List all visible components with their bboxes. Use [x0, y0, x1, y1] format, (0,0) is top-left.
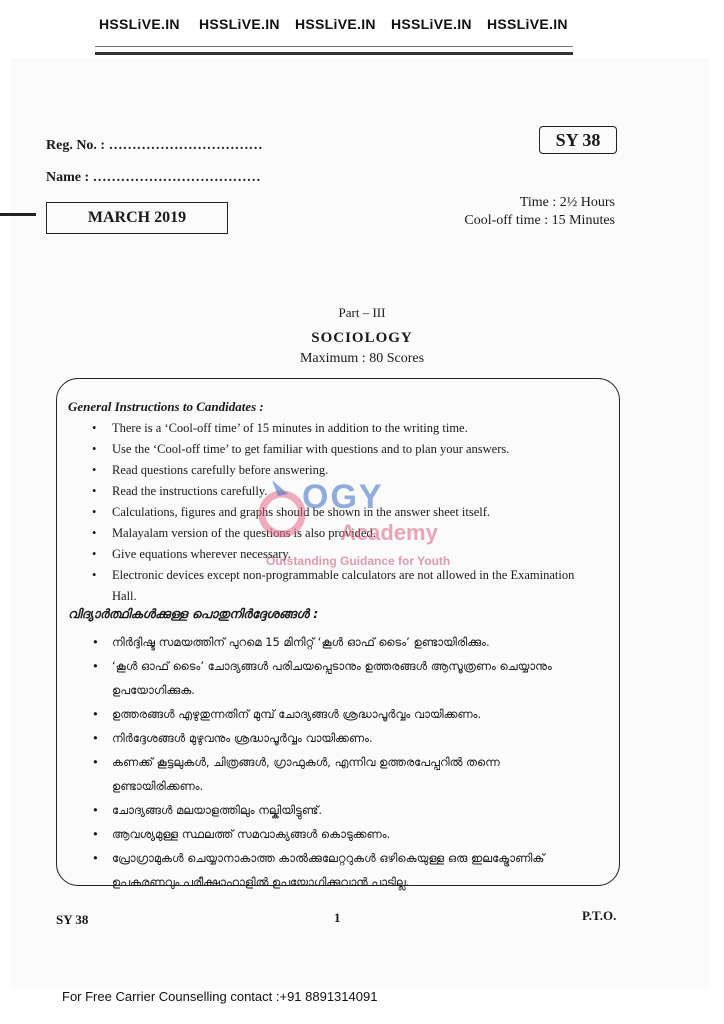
footer-paper-code: SY 38	[56, 912, 89, 927]
banner-divider	[95, 46, 573, 47]
malayalam-instructions	[90, 630, 590, 894]
malayalam-item: • ആവശ്യമുള്ള സ്ഥലത്ത് സമവാക്യങ്ങൾ കൊടുക്കണം.	[90, 822, 590, 846]
watermark-brand: OGY	[302, 478, 384, 516]
malayalam-heading: വിദ്യാർത്ഥികൾക്കുള്ള പൊതുനിർദ്ദേശങ്ങൾ :	[68, 606, 319, 621]
instruction-item: • Electronic devices except non-programmable calculators are not allowed in the Examination Hall.	[90, 565, 590, 607]
malayalam-item: • നിർദ്ദിഷ്ട സമയത്തിന് പുറമെ 15 മിനിറ്റ് ‘കൂൾ ഓഫ് ടൈം’ ഉണ്ടായിരിക്കും.	[90, 630, 590, 654]
margin-mark	[0, 213, 36, 216]
watermark-tagline: Outstanding Guidance for Youth	[266, 554, 451, 568]
reg-no-field: Reg. No. : ……………………………	[46, 138, 263, 153]
time-info	[445, 194, 615, 230]
counselling-contact: For Free Carrier Counselling contact :+91 8891314091	[62, 989, 378, 1004]
instructions-heading: General Instructions to Candidates :	[68, 399, 264, 414]
page-number: 1	[334, 910, 341, 925]
watermark-academy: Academy	[340, 520, 438, 545]
exam-session-box: MARCH 2019	[46, 202, 228, 234]
subject-title: SOCIOLOGY	[311, 330, 413, 346]
malayalam-item: • ‘കൂൾ ഓഫ് ടൈം’ ചോദ്യങ്ങൾ പരിചയപ്പെടാനും ഉത്തരങ്ങൾ ആസൂത്രണം ചെയ്യാനും ഉപയോഗിക്കുക.	[90, 654, 590, 702]
instruction-item: • Give equations wherever necessary.	[90, 544, 590, 565]
instruction-item: • Read questions carefully before answering.	[90, 460, 590, 481]
academy-logo-icon	[258, 476, 306, 540]
banner-link[interactable]: HSSLiVE.IN	[99, 16, 180, 32]
instruction-item: • Calculations, figures and graphs should be shown in the answer sheet itself.	[90, 502, 590, 523]
time-duration: Time : 2½ Hours	[519, 195, 615, 210]
malayalam-item: • കണക്ക് കൂട്ടലുകൾ, ചിത്രങ്ങൾ, ഗ്രാഫുകൾ, എന്നിവ ഉത്തരപേപ്പറിൽ തന്നെ ഉണ്ടായിരിക്കണം.	[90, 750, 590, 798]
banner-link[interactable]: HSSLiVE.IN	[295, 16, 376, 32]
malayalam-item: • നിർദ്ദേശങ്ങൾ മുഴുവനും ശ്രദ്ധാപൂർവ്വം വായിക്കണം.	[90, 726, 590, 750]
malayalam-item: • ഉത്തരങ്ങൾ എഴുതുന്നതിന് മുമ്പ് ചോദ്യങ്ങൾ ശ്രദ്ധാപൂർവ്വം വായിക്കണം.	[90, 702, 590, 726]
pto-label: P.T.O.	[582, 908, 617, 923]
instruction-item: • There is a ‘Cool-off time’ of 15 minutes in addition to the writing time.	[90, 418, 590, 439]
malayalam-item: • ചോദ്യങ്ങൾ മലയാളത്തിലും നല്കിയിട്ടുണ്ട്.	[90, 798, 590, 822]
banner-link[interactable]: HSSLiVE.IN	[391, 16, 472, 32]
max-score: Maximum : 80 Scores	[299, 351, 425, 366]
instruction-item: • Malayalam version of the questions is also provided.	[90, 523, 590, 544]
part-label: Part – III	[338, 305, 386, 320]
instruction-item: • Use the ‘Cool-off time’ to get familiar with questions and to plan your answers.	[90, 439, 590, 460]
name-field: Name : ………………………………	[46, 170, 261, 185]
malayalam-item: • പ്രോഗ്രാമുകൾ ചെയ്യാനാകാത്ത കാൽക്കുലേറ്ററുകൾ ഒഴികെയുള്ള ഒരു ഇലക്ട്രോണിക് ഉപകരണവും പരീക്ഷാഹാളിൽ ഉപയോഗിക്കുവാൻ പാടില്ല.	[90, 846, 590, 894]
banner-link[interactable]: HSSLiVE.IN	[199, 16, 280, 32]
paper-code-box: SY 38	[539, 126, 617, 154]
cool-off-time: Cool-off time : 15 Minutes	[464, 213, 615, 228]
banner-link[interactable]: HSSLiVE.IN	[487, 16, 568, 32]
instruction-item: • Read the instructions carefully.	[90, 481, 590, 502]
site-banner	[95, 8, 573, 55]
